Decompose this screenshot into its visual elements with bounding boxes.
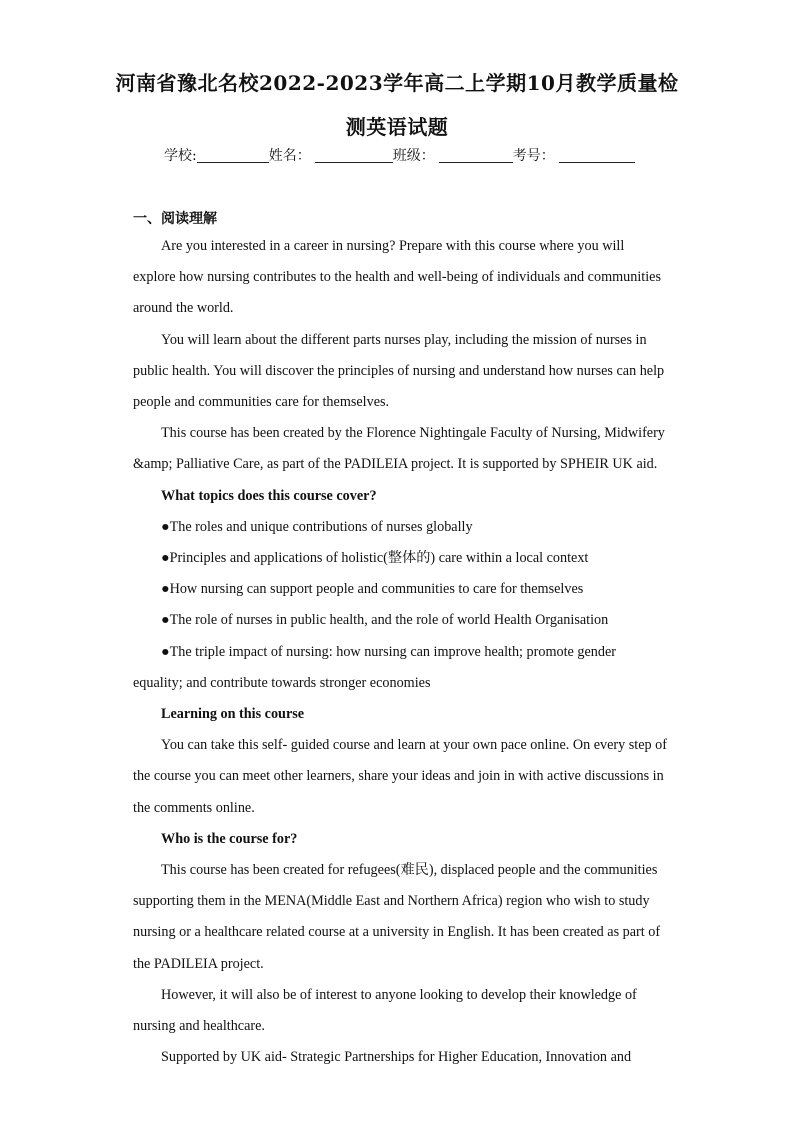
- bullet-item: ●The roles and unique contributions of nurses globally: [161, 518, 473, 535]
- exam-no-label: 考号：: [512, 148, 555, 164]
- exam-title-line2: 测英语试题: [345, 115, 449, 139]
- exam-title-line1: 河南省豫北名校2022-2023学年高二上学期10月教学质量检: [115, 71, 679, 95]
- paragraph-6: However, it will also be of interest to anyone looking to develop their knowledge of nursing and healthcare.: [133, 986, 637, 1035]
- subheading-topics: What topics does this course cover?: [161, 487, 377, 504]
- paragraph-1: Are you interested in a career in nursing? Prepare with this course where you will explore how nursing contributes to the health and well-being of individuals and communities around the world.: [133, 238, 661, 317]
- bullet-item: ●The triple impact of nursing: how nursing can improve health; promote gender equality; and contribute towards stronger economies: [133, 643, 616, 691]
- bullet-item: ●How nursing can support people and communities to care for themselves: [161, 581, 584, 598]
- school-blank[interactable]: [197, 148, 269, 163]
- paragraph-4: You can take this self- guided course and learn at your own pace online. On every step of the course you can meet other learners, share your ideas and join in with active discussions in the comments online.: [133, 737, 668, 816]
- name-blank[interactable]: [315, 148, 393, 163]
- subheading-learning: Learning on this course: [161, 706, 305, 723]
- section-heading: 一、阅读理解: [133, 211, 217, 227]
- class-label: 班级：: [392, 148, 435, 164]
- subheading-audience: Who is the course for?: [161, 830, 298, 847]
- paragraph-3: This course has been created by the Florence Nightingale Faculty of Nursing, Midwifery &amp; Palliative Care, as part of the PADILEIA project. It is supported by SPHEIR UK aid.: [133, 425, 665, 473]
- paragraph-2: You will learn about the different parts nurses play, including the mission of nurses in public health. You will discover the principles of nursing and understand how nurses can help people and communities care for themselves.: [133, 331, 665, 411]
- reading-passage: [133, 231, 668, 1073]
- name-label: 姓名：: [268, 148, 311, 164]
- paragraph-5: This course has been created for refugees(难民), displaced people and the communities supporting them in the MENA(Middle East and Northern Africa) region who wish to study nursing or a healthcare related course at a university in English. It has been created as part of the PADILEIA project.: [133, 862, 661, 972]
- school-label: 学校:: [164, 148, 197, 164]
- bullet-item: ●The role of nurses in public health, and the role of world Health Organisation: [161, 612, 609, 629]
- exam-no-blank[interactable]: [559, 148, 635, 163]
- student-info-fields: [164, 145, 635, 165]
- paragraph-7: Supported by UK aid- Strategic Partnerships for Higher Education, Innovation and: [161, 1049, 632, 1066]
- bullet-item: ●Principles and applications of holistic(整体的) care within a local context: [161, 550, 589, 567]
- class-blank[interactable]: [439, 148, 513, 163]
